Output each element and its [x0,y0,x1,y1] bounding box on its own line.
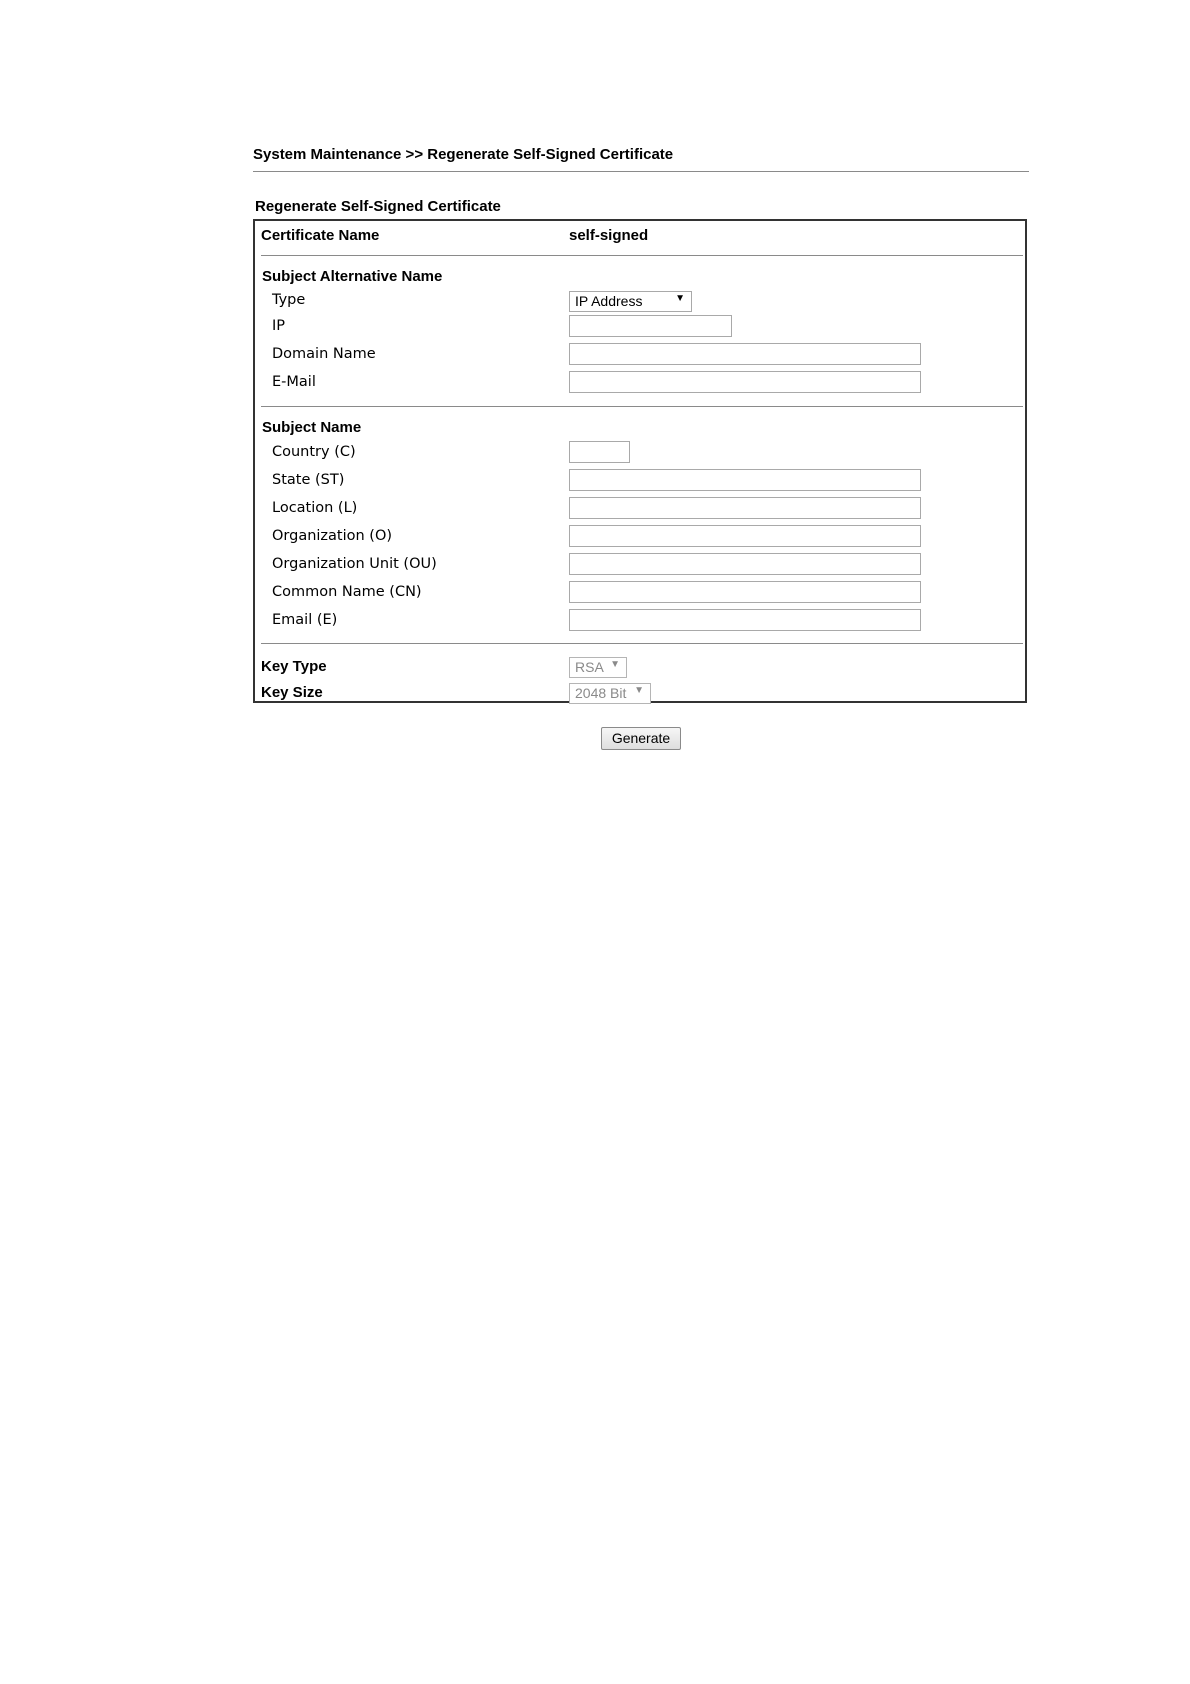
key-size-value: 2048 Bit [575,685,627,701]
generate-button[interactable]: Generate [601,727,681,750]
section-title: Regenerate Self-Signed Certificate [255,198,501,215]
state-label: State (ST) [272,472,345,488]
san-domain-label: Domain Name [272,346,376,362]
san-type-value: IP Address [575,293,643,309]
subject-email-input[interactable] [569,609,921,631]
chevron-down-icon: ▼ [675,293,685,304]
key-type-select[interactable] [569,657,627,678]
san-email-label: E-Mail [272,374,316,390]
key-type-label: Key Type [261,658,327,675]
divider [261,255,1023,256]
breadcrumb: System Maintenance >> Regenerate Self-Signed Certificate [253,146,674,163]
organization-label: Organization (O) [272,528,393,544]
key-type-value: RSA [575,659,604,675]
country-input[interactable] [569,441,630,463]
org-unit-label: Organization Unit (OU) [272,556,437,572]
key-size-select[interactable] [569,683,651,704]
divider [261,406,1023,407]
organization-input[interactable] [569,525,921,547]
divider [261,643,1023,644]
chevron-down-icon: ▼ [634,685,644,696]
subject-heading: Subject Name [262,419,362,436]
org-unit-input[interactable] [569,553,921,575]
san-domain-input[interactable] [569,343,921,365]
key-size-label: Key Size [261,684,323,701]
san-email-input[interactable] [569,371,921,393]
common-name-input[interactable] [569,581,921,603]
certificate-form-box [253,219,1027,703]
country-label: Country (C) [272,444,356,460]
san-heading: Subject Alternative Name [262,268,443,285]
san-type-label: Type [272,292,306,308]
location-label: Location (L) [272,500,358,516]
certificate-name-value: self-signed [569,227,649,244]
certificate-name-label: Certificate Name [261,227,380,244]
chevron-down-icon: ▼ [610,659,620,670]
common-name-label: Common Name (CN) [272,584,422,600]
subject-email-label: Email (E) [272,612,338,628]
breadcrumb-divider [253,171,1029,172]
san-ip-input[interactable] [569,315,732,337]
san-type-select[interactable] [569,291,692,312]
state-input[interactable] [569,469,921,491]
san-ip-label: IP [272,318,286,334]
location-input[interactable] [569,497,921,519]
